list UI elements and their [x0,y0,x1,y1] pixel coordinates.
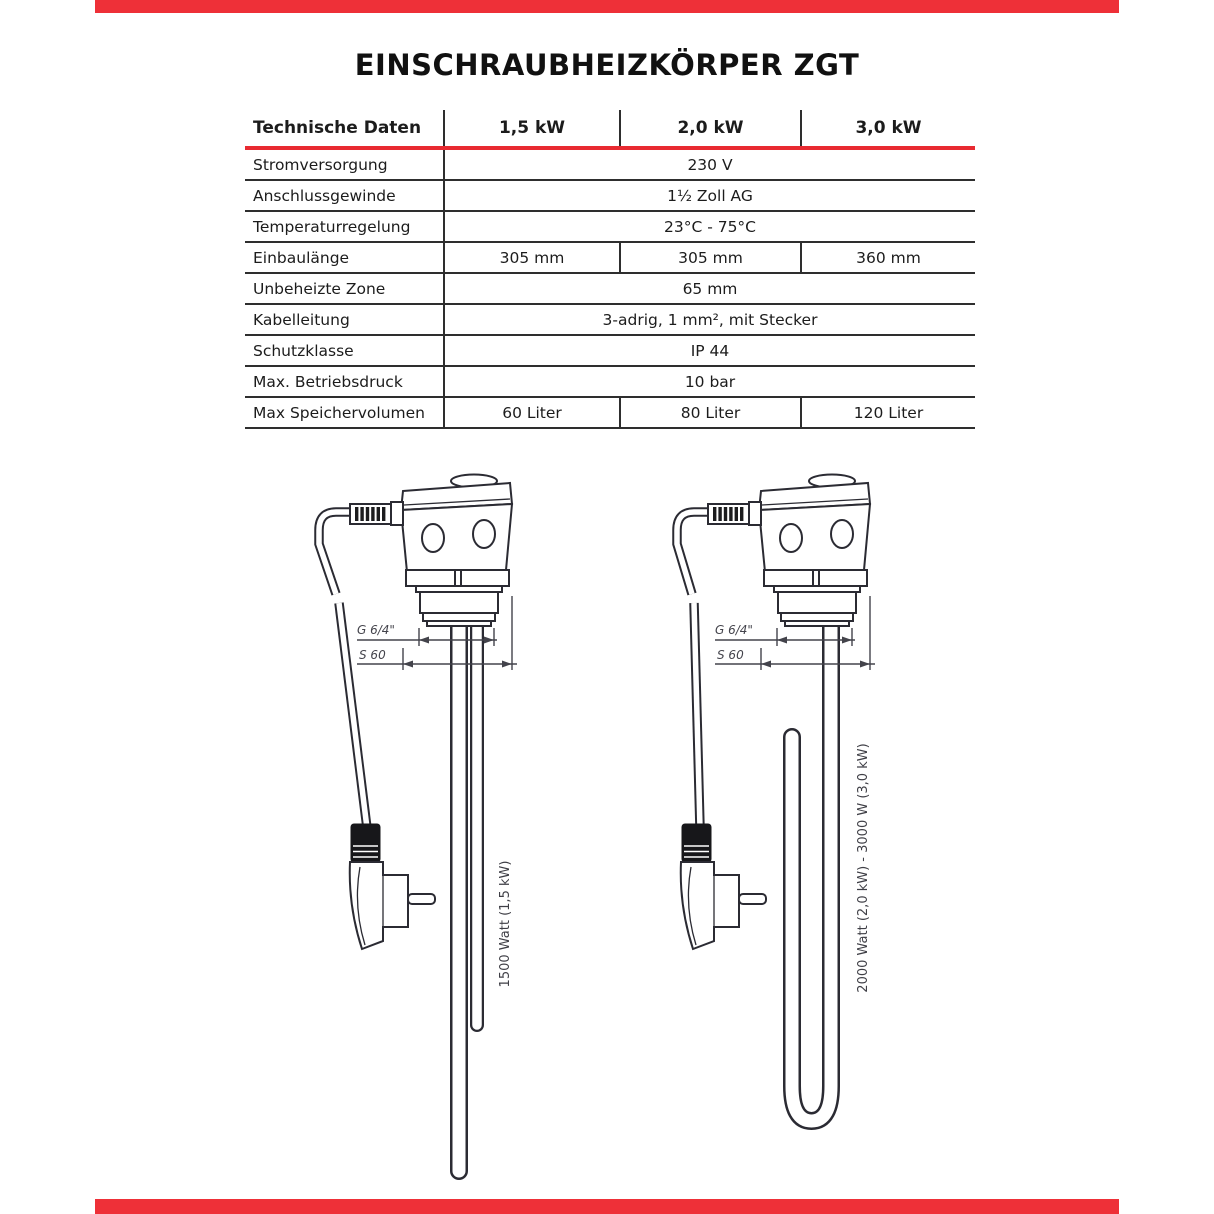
row-label: Temperaturregelung [245,212,445,241]
column-header-15kw: 1,5 kW [445,110,621,146]
row-label: Kabelleitung [245,305,445,334]
row-label: Stromversorgung [245,150,445,179]
row-label: Max. Betriebsdruck [245,367,445,396]
row-value: 23°C - 75°C [663,217,757,236]
row-value: 1½ Zoll AG [667,186,753,205]
row-value-30kw: 360 mm [856,248,921,267]
column-header-30kw: 3,0 kW [855,118,922,138]
drawing-heater-1500w [319,475,517,1172]
schuko-plug [350,824,435,949]
thermostat-head [708,475,875,671]
row-label: Unbeheizte Zone [245,274,445,303]
thread-dimension-label: G 6/4" [715,623,753,637]
row-value: 230 V [687,155,733,174]
schuko-plug [681,824,766,949]
caption-heater-right: 2000 Watt (2,0 kW) - 3000 W (3,0 kW) [856,743,871,993]
row-value: 65 mm [682,279,738,298]
row-value-15kw: 305 mm [445,243,621,272]
row-value-30kw: 120 Liter [853,403,924,422]
row-value-20kw: 305 mm [621,243,802,272]
wrench-dimension-label: S 60 [359,648,386,662]
thermostat-head [350,475,517,671]
wrench-dimension-label: S 60 [717,648,744,662]
drawing-heater-2000-3000w [677,475,875,1122]
page-title: EINSCHRAUBHEIZKÖRPER ZGT [354,48,860,82]
row-value-15kw: 60 Liter [445,398,621,427]
row-value: 10 bar [684,372,736,391]
row-label: Einbaulänge [245,243,445,272]
caption-heater-left: 1500 Watt (1,5 kW) [498,860,513,988]
row-value-20kw: 80 Liter [621,398,802,427]
row-label: Schutzklasse [245,336,445,365]
row-label: Max Speichervolumen [245,398,445,427]
row-value: IP 44 [690,341,730,360]
thread-dimension-label: G 6/4" [357,623,395,637]
row-value: 3-adrig, 1 mm², mit Stecker [602,310,818,329]
row-label: Anschlussgewinde [245,181,445,210]
column-header-20kw: 2,0 kW [621,110,802,146]
table-header-label: Technische Daten [245,110,445,146]
